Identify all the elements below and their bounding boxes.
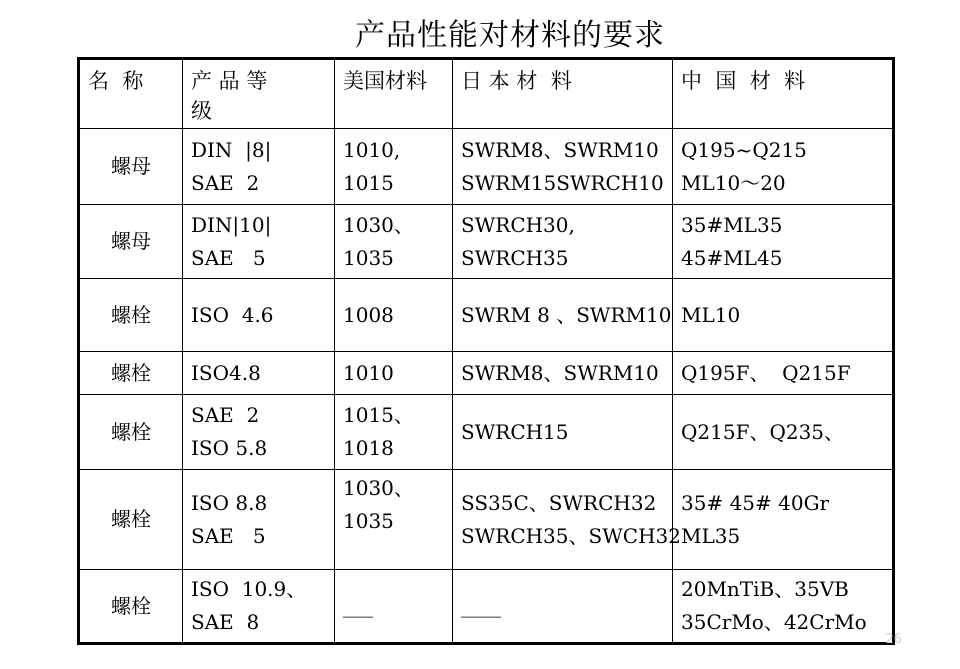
page-number: 26 <box>885 632 902 647</box>
cell-name: 螺栓 <box>79 470 183 570</box>
materials-table <box>77 57 895 645</box>
cell-grade: DIN|10| SAE 5 <box>183 205 335 279</box>
cell-jp: SWRM8、SWRM10 <box>453 352 673 395</box>
cell-jp: SWRCH30, SWRCH35 <box>453 205 673 279</box>
header-grade: 产 品 等 级 <box>183 59 335 129</box>
cell-cn: Q195~Q215 ML10～20 <box>673 129 894 205</box>
cell-grade: ISO 10.9、 SAE 8 <box>183 570 335 644</box>
header-cn-material: 中 国 材 料 <box>673 59 894 129</box>
table-row <box>79 129 894 205</box>
table-header-row <box>79 59 894 129</box>
cell-name: 螺母 <box>79 205 183 279</box>
cell-cn: ML10 <box>673 279 894 352</box>
cell-us: 1010 <box>335 352 453 395</box>
cell-grade: ISO 4.6 <box>183 279 335 352</box>
table-row <box>79 395 894 470</box>
page-title: 产品性能对材料的要求 <box>355 18 665 53</box>
table-row <box>79 205 894 279</box>
table-row <box>79 470 894 570</box>
cell-cn: Q195F、 Q215F <box>673 352 894 395</box>
cell-cn: 20MnTiB、35VB 35CrMo、42CrMo <box>673 570 894 644</box>
cell-us: 1030、 1035 <box>335 470 453 570</box>
cell-cn: 35# 45# 40Gr ML35 <box>673 470 894 570</box>
cell-us: 1008 <box>335 279 453 352</box>
table-row <box>79 279 894 352</box>
cell-jp: ____ <box>453 570 673 644</box>
header-name: 名 称 <box>79 59 183 129</box>
table-row <box>79 352 894 395</box>
cell-grade: ISO 8.8 SAE 5 <box>183 470 335 570</box>
cell-jp: SWRM 8 、SWRM10 <box>453 279 673 352</box>
cell-name: 螺栓 <box>79 395 183 470</box>
cell-grade: SAE 2 ISO 5.8 <box>183 395 335 470</box>
table-row <box>79 570 894 644</box>
cell-grade: DIN |8| SAE 2 <box>183 129 335 205</box>
cell-us: 1030、 1035 <box>335 205 453 279</box>
cell-jp: SWRM8、SWRM10 SWRM15SWRCH10 <box>453 129 673 205</box>
header-jp-material: 日 本 材 料 <box>453 59 673 129</box>
header-us-material: 美国材料 <box>335 59 453 129</box>
cell-us: 1010, 1015 <box>335 129 453 205</box>
cell-cn: Q215F、Q235、 <box>673 395 894 470</box>
cell-name: 螺栓 <box>79 570 183 644</box>
cell-name: 螺母 <box>79 129 183 205</box>
cell-jp: SWRCH15 <box>453 395 673 470</box>
cell-us: ___ <box>335 570 453 644</box>
cell-grade: ISO4.8 <box>183 352 335 395</box>
cell-name: 螺栓 <box>79 279 183 352</box>
cell-name: 螺栓 <box>79 352 183 395</box>
cell-cn: 35#ML35 45#ML45 <box>673 205 894 279</box>
cell-us: 1015、 1018 <box>335 395 453 470</box>
cell-jp: SS35C、SWRCH32 SWRCH35、SWCH32 <box>453 470 673 570</box>
